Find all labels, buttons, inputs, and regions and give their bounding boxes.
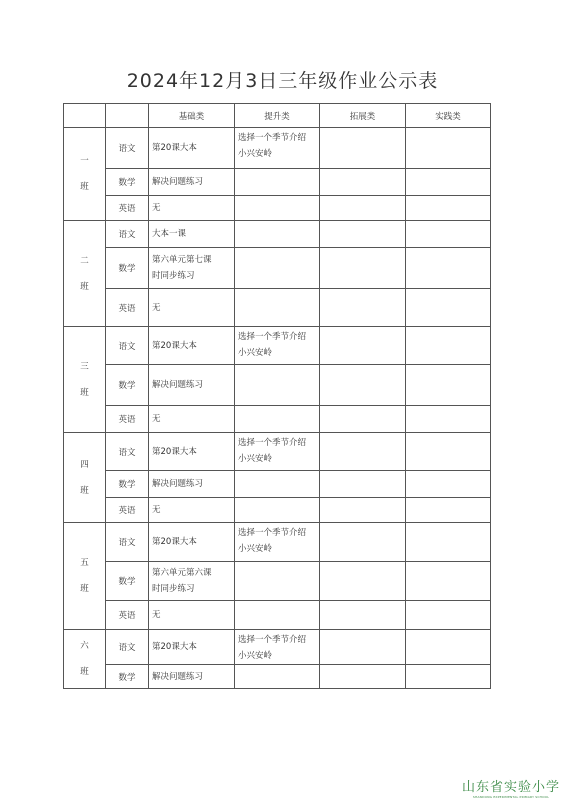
class-name-cell [64, 128, 106, 221]
improve-cell [235, 169, 320, 196]
extend-cell [320, 289, 406, 327]
practice-cell [406, 562, 491, 601]
extend-cell [320, 128, 406, 169]
basic-cell: 无 [149, 196, 235, 221]
class-name-cell [64, 433, 106, 523]
table-row [64, 498, 491, 523]
practice-cell [406, 365, 491, 406]
school-logo [462, 776, 560, 799]
table-row [64, 523, 491, 562]
subject-cell: 数学 [106, 665, 149, 689]
practice-cell [406, 128, 491, 169]
class-name-cell [64, 327, 106, 433]
header-cell-basic: 基础类 [149, 104, 235, 128]
improve-cell [235, 365, 320, 406]
class-name-cell [64, 523, 106, 630]
extend-cell [320, 327, 406, 365]
extend-cell [320, 523, 406, 562]
practice-cell [406, 498, 491, 523]
basic-cell: 第六单元第七课 时同步练习 [149, 248, 235, 289]
table-row [64, 128, 491, 169]
subject-cell: 数学 [106, 248, 149, 289]
logo-english-name: SHANDONG EXPERIMENTAL PRIMARY SCHOOL [472, 795, 550, 799]
table-row [64, 433, 491, 471]
practice-cell [406, 665, 491, 689]
page-title: 2024年12月3日三年级作业公示表 [126, 70, 439, 92]
header-row [64, 104, 491, 128]
header-cell-extend: 拓展类 [320, 104, 406, 128]
table-row [64, 562, 491, 601]
table-row [64, 665, 491, 689]
extend-cell [320, 562, 406, 601]
subject-cell: 英语 [106, 289, 149, 327]
practice-cell [406, 471, 491, 498]
table-row [64, 471, 491, 498]
subject-cell: 英语 [106, 601, 149, 630]
class-name: 六班 [80, 641, 89, 677]
table-row [64, 327, 491, 365]
table-row [64, 196, 491, 221]
subject-cell: 数学 [106, 169, 149, 196]
extend-cell [320, 365, 406, 406]
improve-cell [235, 498, 320, 523]
table-row [64, 221, 491, 248]
table-row [64, 601, 491, 630]
class-name: 四班 [80, 459, 89, 496]
improve-cell: 选择一个季节介绍 小兴安岭 [235, 630, 320, 665]
improve-cell [235, 562, 320, 601]
header-cell-improve: 提升类 [235, 104, 320, 128]
practice-cell [406, 433, 491, 471]
improve-cell: 选择一个季节介绍 小兴安岭 [235, 433, 320, 471]
class-name-cell [64, 221, 106, 327]
subject-cell: 语文 [106, 128, 149, 169]
table-row [64, 630, 491, 665]
subject-cell: 语文 [106, 327, 149, 365]
extend-cell [320, 406, 406, 433]
subject-cell: 英语 [106, 406, 149, 433]
subject-cell: 语文 [106, 221, 149, 248]
basic-cell: 第20课大本 [149, 327, 235, 365]
basic-cell: 第20课大本 [149, 128, 235, 169]
improve-cell: 选择一个季节介绍 小兴安岭 [235, 128, 320, 169]
improve-cell [235, 221, 320, 248]
table-row [64, 406, 491, 433]
class-name: 二班 [80, 255, 89, 292]
subject-cell: 英语 [106, 498, 149, 523]
class-name-cell [64, 630, 106, 689]
extend-cell [320, 471, 406, 498]
table-row [64, 248, 491, 289]
table-row [64, 169, 491, 196]
practice-cell [406, 248, 491, 289]
header-cell-subject [106, 104, 149, 128]
subject-cell: 数学 [106, 365, 149, 406]
extend-cell [320, 601, 406, 630]
practice-cell [406, 601, 491, 630]
basic-cell: 第六单元第六课 时同步练习 [149, 562, 235, 601]
extend-cell [320, 665, 406, 689]
improve-cell: 选择一个季节介绍 小兴安岭 [235, 327, 320, 365]
basic-cell: 无 [149, 498, 235, 523]
header-cell-class [64, 104, 106, 128]
class-name: 五班 [80, 558, 89, 594]
practice-cell [406, 406, 491, 433]
subject-cell: 语文 [106, 433, 149, 471]
improve-cell: 选择一个季节介绍 小兴安岭 [235, 523, 320, 562]
extend-cell [320, 433, 406, 471]
subject-cell: 语文 [106, 523, 149, 562]
improve-cell [235, 471, 320, 498]
basic-cell: 解决问题练习 [149, 365, 235, 406]
practice-cell [406, 196, 491, 221]
subject-cell: 数学 [106, 562, 149, 601]
improve-cell [235, 248, 320, 289]
practice-cell [406, 169, 491, 196]
subject-cell: 英语 [106, 196, 149, 221]
improve-cell [235, 196, 320, 221]
basic-cell: 解决问题练习 [149, 665, 235, 689]
basic-cell: 解决问题练习 [149, 169, 235, 196]
subject-cell: 数学 [106, 471, 149, 498]
practice-cell [406, 523, 491, 562]
basic-cell: 无 [149, 406, 235, 433]
improve-cell [235, 665, 320, 689]
logo-chinese-name: 山东省实验小学 [462, 780, 561, 795]
practice-cell [406, 630, 491, 665]
extend-cell [320, 221, 406, 248]
basic-cell: 第20课大本 [149, 433, 235, 471]
basic-cell: 第20课大本 [149, 523, 235, 562]
header-cell-practice: 实践类 [406, 104, 491, 128]
basic-cell: 解决问题练习 [149, 471, 235, 498]
basic-cell: 大本一课 [149, 221, 235, 248]
improve-cell [235, 601, 320, 630]
improve-cell [235, 406, 320, 433]
class-name: 一班 [80, 156, 89, 192]
table-row [64, 289, 491, 327]
basic-cell: 无 [149, 289, 235, 327]
subject-cell: 语文 [106, 630, 149, 665]
practice-cell [406, 221, 491, 248]
extend-cell [320, 196, 406, 221]
extend-cell [320, 169, 406, 196]
improve-cell [235, 289, 320, 327]
basic-cell: 无 [149, 601, 235, 630]
class-name: 三班 [80, 361, 89, 398]
practice-cell [406, 327, 491, 365]
practice-cell [406, 289, 491, 327]
basic-cell: 第20课大本 [149, 630, 235, 665]
extend-cell [320, 630, 406, 665]
extend-cell [320, 498, 406, 523]
extend-cell [320, 248, 406, 289]
homework-table [63, 103, 491, 689]
table-row [64, 365, 491, 406]
